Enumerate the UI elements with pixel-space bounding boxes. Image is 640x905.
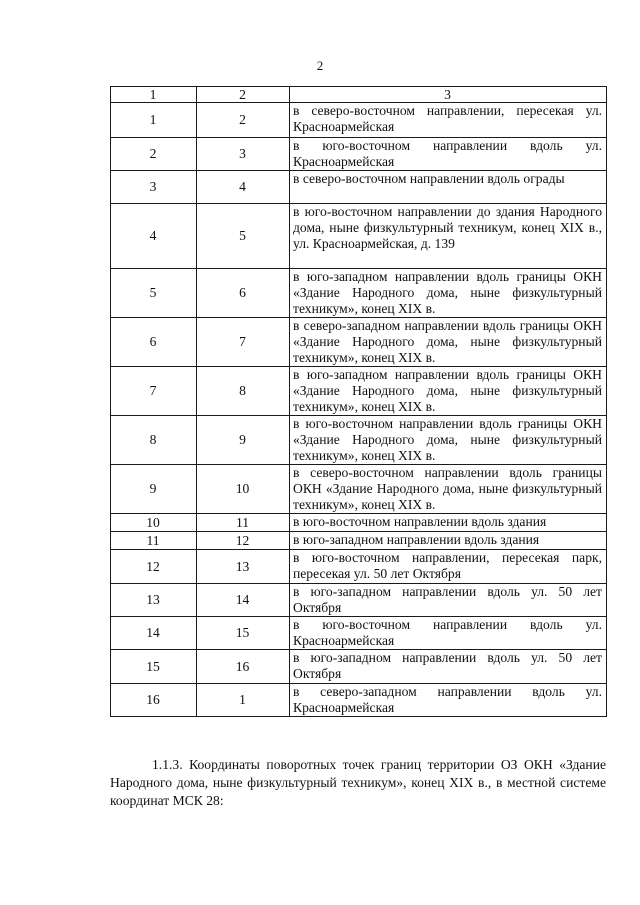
table-row bbox=[111, 171, 607, 204]
to-point-cell: 6 bbox=[197, 269, 290, 318]
table-row bbox=[111, 532, 607, 550]
description-cell: в северо-восточном направлении, пересекая ул. Красноармейская bbox=[290, 103, 607, 138]
from-point-cell: 8 bbox=[111, 416, 197, 465]
to-point-cell: 7 bbox=[197, 318, 290, 367]
page-number: 2 bbox=[316, 58, 324, 73]
from-point-cell: 4 bbox=[111, 204, 197, 269]
from-point-cell: 6 bbox=[111, 318, 197, 367]
from-point-cell: 5 bbox=[111, 269, 197, 318]
to-point-cell: 11 bbox=[197, 514, 290, 532]
description-cell: в юго-восточном направлении до здания Народного дома, ныне физкультурный техникум, конец XIX в., ул. Красноармейская, д. 139 bbox=[290, 204, 607, 269]
from-point-cell: 15 bbox=[111, 650, 197, 684]
to-point-cell: 3 bbox=[197, 138, 290, 171]
table-row bbox=[111, 103, 607, 138]
table-row bbox=[111, 138, 607, 171]
column-header-to-point: 2 bbox=[197, 87, 290, 103]
table-row bbox=[111, 416, 607, 465]
to-point-cell: 12 bbox=[197, 532, 290, 550]
from-point-cell: 10 bbox=[111, 514, 197, 532]
to-point-cell: 9 bbox=[197, 416, 290, 465]
description-cell: в юго-восточном направлении, пересекая парк, пересекая ул. 50 лет Октября bbox=[290, 550, 607, 584]
from-point-cell: 9 bbox=[111, 465, 197, 514]
description-cell: в юго-восточном направлении вдоль здания bbox=[290, 514, 607, 532]
description-cell: в юго-западном направлении вдоль границы ОКН «Здание Народного дома, ныне физкультурный техникум», конец XIX в. bbox=[290, 367, 607, 416]
description-cell: в северо-западном направлении вдоль ул. Красноармейская bbox=[290, 684, 607, 717]
to-point-cell: 14 bbox=[197, 584, 290, 617]
table-header-row bbox=[111, 87, 607, 103]
to-point-cell: 2 bbox=[197, 103, 290, 138]
from-point-cell: 14 bbox=[111, 617, 197, 650]
table-row bbox=[111, 204, 607, 269]
table-row bbox=[111, 550, 607, 584]
table-row bbox=[111, 318, 607, 367]
table-row bbox=[111, 650, 607, 684]
from-point-cell: 2 bbox=[111, 138, 197, 171]
description-cell: в северо-восточном направлении вдоль границы ОКН «Здание Народного дома, ныне физкультурный техникум», конец XIX в. bbox=[290, 465, 607, 514]
description-cell: в юго-восточном направлении вдоль ул. Красноармейская bbox=[290, 138, 607, 171]
to-point-cell: 1 bbox=[197, 684, 290, 717]
from-point-cell: 12 bbox=[111, 550, 197, 584]
from-point-cell: 1 bbox=[111, 103, 197, 138]
from-point-cell: 16 bbox=[111, 684, 197, 717]
to-point-cell: 13 bbox=[197, 550, 290, 584]
from-point-cell: 3 bbox=[111, 171, 197, 204]
table-row bbox=[111, 465, 607, 514]
from-point-cell: 11 bbox=[111, 532, 197, 550]
description-cell: в юго-восточном направлении вдоль ул. Красноармейская bbox=[290, 617, 607, 650]
boundary-description-table bbox=[110, 86, 607, 717]
to-point-cell: 5 bbox=[197, 204, 290, 269]
description-cell: в юго-западном направлении вдоль границы ОКН «Здание Народного дома, ныне физкультурный техникум», конец XIX в. bbox=[290, 269, 607, 318]
table-row bbox=[111, 584, 607, 617]
table-row bbox=[111, 684, 607, 717]
to-point-cell: 16 bbox=[197, 650, 290, 684]
description-cell: в юго-восточном направлении вдоль границы ОКН «Здание Народного дома, ныне физкультурный техникум», конец XIX в. bbox=[290, 416, 607, 465]
description-cell: в юго-западном направлении вдоль ул. 50 лет Октября bbox=[290, 650, 607, 684]
coordinates-section-paragraph: 1.1.3. Координаты поворотных точек границ территории ОЗ ОКН «Здание Народного дома, ныне физкультурный техникум», конец XIX в., в местной системе координат МСК 28: bbox=[110, 756, 606, 808]
description-cell: в северо-западном направлении вдоль границы ОКН «Здание Народного дома, ныне физкультурный техникум», конец XIX в. bbox=[290, 318, 607, 367]
description-cell: в юго-западном направлении вдоль ул. 50 лет Октября bbox=[290, 584, 607, 617]
to-point-cell: 8 bbox=[197, 367, 290, 416]
to-point-cell: 4 bbox=[197, 171, 290, 204]
from-point-cell: 13 bbox=[111, 584, 197, 617]
table-row bbox=[111, 514, 607, 532]
table-row bbox=[111, 617, 607, 650]
description-cell: в северо-восточном направлении вдоль ограды bbox=[290, 171, 607, 204]
to-point-cell: 10 bbox=[197, 465, 290, 514]
column-header-from-point: 1 bbox=[111, 87, 197, 103]
from-point-cell: 7 bbox=[111, 367, 197, 416]
table-row bbox=[111, 269, 607, 318]
table-row bbox=[111, 367, 607, 416]
description-cell: в юго-западном направлении вдоль здания bbox=[290, 532, 607, 550]
to-point-cell: 15 bbox=[197, 617, 290, 650]
column-header-description: 3 bbox=[290, 87, 607, 103]
